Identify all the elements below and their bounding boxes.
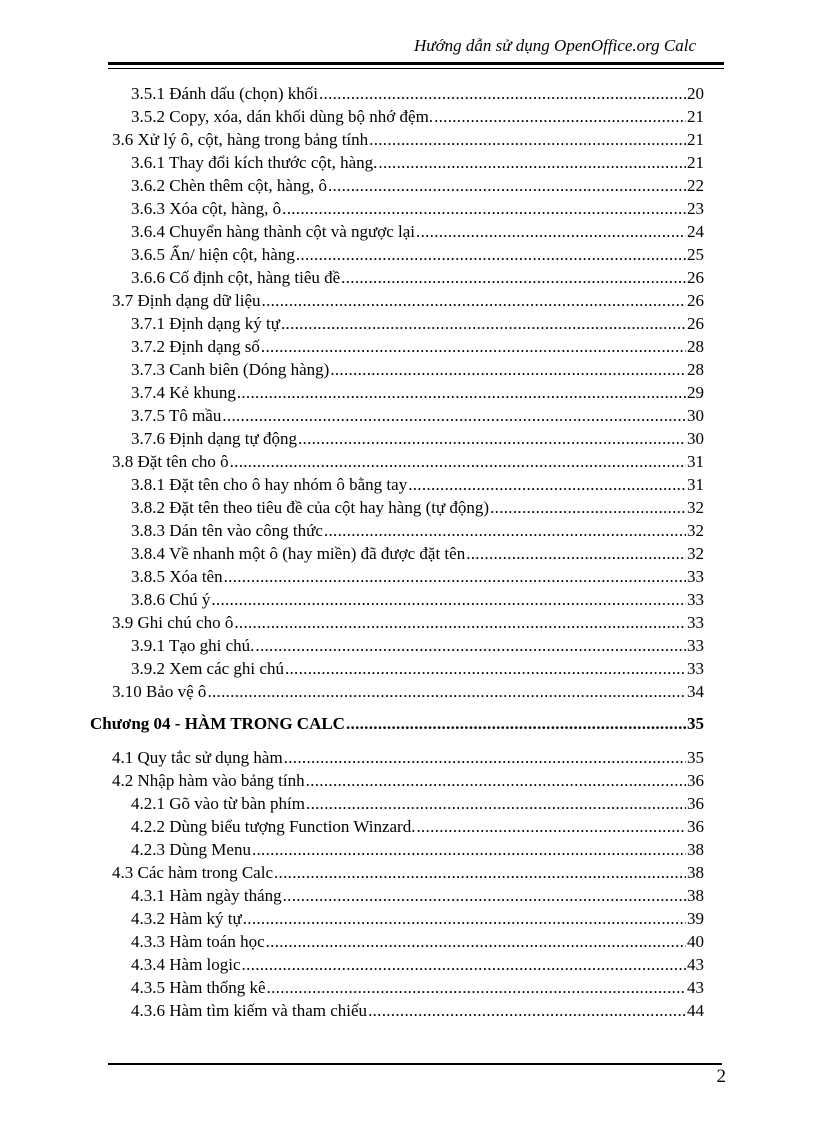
toc-entry-title: 3.6.1 Thay đổi kích thước cột, hàng. <box>131 153 378 172</box>
toc-entry-title: 3.5.1 Đánh dấu (chọn) khối <box>131 84 318 103</box>
toc-entry[interactable] <box>131 954 704 976</box>
toc-leader-dots <box>368 1000 686 1022</box>
toc-leader-dots <box>408 474 686 496</box>
footer-rule <box>108 1063 722 1065</box>
toc-entry[interactable] <box>131 382 704 404</box>
toc-entry-page: 26 <box>687 314 704 333</box>
toc-entry-title: 3.7.6 Định dạng tự động <box>131 429 297 448</box>
toc-entry-title: 3.7.5 Tô mầu <box>131 406 222 425</box>
toc-entry-page: 44 <box>687 1001 704 1020</box>
page-number: 2 <box>716 1066 726 1087</box>
toc-entry-title: 3.5.2 Copy, xóa, dán khối dùng bộ nhớ đệm. <box>131 107 434 126</box>
toc-entry[interactable] <box>131 83 704 105</box>
toc-entry-title: 4.3.2 Hàm ký tự <box>131 909 242 928</box>
toc-leader-dots <box>262 290 686 312</box>
toc-entry-page: 43 <box>687 978 704 997</box>
toc-entry-page: 30 <box>687 406 704 425</box>
toc-leader-dots <box>283 885 686 907</box>
toc-entry-page: 33 <box>687 659 704 678</box>
toc-entry-page: 28 <box>687 360 704 379</box>
toc-entry-page: 25 <box>687 245 704 264</box>
toc-entry-title: 3.6.6 Cố định cột, hàng tiêu đề <box>131 268 341 287</box>
toc-entry-title: 3.7.1 Định dạng ký tự <box>131 314 280 333</box>
toc-entry-title: 3.6.5 Ẩn/ hiện cột, hàng <box>131 245 295 264</box>
toc-entry-page: 43 <box>687 955 704 974</box>
toc-entry[interactable] <box>112 290 704 312</box>
toc-entry-title: 4.2.2 Dùng biểu tượng Function Winzard. <box>131 817 416 836</box>
toc-entry-page: 36 <box>687 771 704 790</box>
toc-entry-page: 32 <box>687 544 704 563</box>
toc-leader-dots <box>298 428 686 450</box>
toc-entry[interactable] <box>112 681 704 703</box>
toc-entry-title: 3.6 Xử lý ô, cột, hàng trong bảng tính <box>112 130 369 149</box>
toc-entry-page: 38 <box>687 886 704 905</box>
toc-leader-dots <box>234 612 686 634</box>
toc-entry[interactable] <box>112 862 704 884</box>
toc-entry[interactable] <box>131 313 704 335</box>
toc-entry-title: 4.3.1 Hàm ngày tháng <box>131 886 282 905</box>
toc-leader-dots <box>230 451 686 473</box>
toc-leader-dots <box>341 267 686 289</box>
toc-entry[interactable] <box>131 497 704 519</box>
toc-leader-dots <box>306 793 686 815</box>
toc-leader-dots <box>237 382 686 404</box>
toc-leader-dots <box>222 405 686 427</box>
toc-leader-dots <box>252 839 686 861</box>
toc-entry-title: 4.3.6 Hàm tìm kiếm và tham chiếu <box>131 1001 368 1020</box>
toc-entry-title: 3.8.5 Xóa tên <box>131 567 223 586</box>
toc-entry-title: 3.7.4 Kẻ khung <box>131 383 236 402</box>
toc-entry[interactable] <box>131 566 704 588</box>
toc-entry-page: 33 <box>687 613 704 632</box>
toc-entry-title: 3.8.1 Đặt tên cho ô hay nhóm ô bằng tay <box>131 475 408 494</box>
toc-entry-title: 4.3.3 Hàm toán học <box>131 932 265 951</box>
toc-entry-title: 3.9 Ghi chú cho ô <box>112 613 234 632</box>
toc-leader-dots <box>243 908 686 930</box>
toc-entry[interactable] <box>131 931 704 953</box>
header-rule-thick <box>108 62 724 65</box>
toc-entry-page: 23 <box>687 199 704 218</box>
toc-entry-title: 3.9.2 Xem các ghi chú <box>131 659 284 678</box>
toc-entry[interactable] <box>112 770 704 792</box>
toc-entry-page: 40 <box>687 932 704 951</box>
toc-entry[interactable] <box>131 793 704 815</box>
toc-leader-dots <box>261 336 686 358</box>
toc-leader-dots <box>324 520 686 542</box>
toc-entry-page: 36 <box>687 794 704 813</box>
toc-entry[interactable] <box>112 747 704 769</box>
toc-entry[interactable] <box>131 816 704 838</box>
toc-leader-dots <box>346 713 686 735</box>
toc-entry-page: 38 <box>687 840 704 859</box>
toc-entry-title: Chương 04 - HÀM TRONG CALC <box>90 714 345 733</box>
toc-entry[interactable] <box>131 106 704 128</box>
toc-entry[interactable] <box>131 244 704 266</box>
toc-entry-title: 3.6.3 Xóa cột, hàng, ô <box>131 199 282 218</box>
toc-leader-dots <box>330 359 686 381</box>
toc-entry-page: 34 <box>687 682 704 701</box>
toc-entry-page: 36 <box>687 817 704 836</box>
toc-entry[interactable] <box>131 658 704 680</box>
toc-leader-dots <box>416 221 686 243</box>
toc-entry-page: 35 <box>687 714 704 733</box>
toc-entry-title: 3.10 Bảo vệ ô <box>112 682 207 701</box>
toc-entry-title: 3.8.6 Chú ý <box>131 590 211 609</box>
toc-entry[interactable] <box>131 589 704 611</box>
toc-entry-page: 32 <box>687 498 704 517</box>
toc-entry-page: 20 <box>687 84 704 103</box>
page-header-title: Hướng dẫn sử dụng OpenOffice.org Calc <box>414 36 696 55</box>
toc-entry[interactable] <box>131 474 704 496</box>
toc-entry[interactable] <box>131 520 704 542</box>
toc-entry-title: 3.8.4 Về nhanh một ô (hay miền) đã được đặt tên <box>131 544 466 563</box>
toc-entry-title: 4.2.1 Gõ vào từ bàn phím <box>131 794 306 813</box>
toc-entry-title: 4.3.5 Hàm thống kê <box>131 978 266 997</box>
toc-entry[interactable] <box>131 885 704 907</box>
toc-leader-dots <box>224 566 686 588</box>
toc-entry[interactable] <box>131 198 704 220</box>
toc-entry-title: 4.2 Nhập hàm vào bảng tính <box>112 771 305 790</box>
toc-entry-title: 4.2.3 Dùng Menu <box>131 840 251 859</box>
toc-entry[interactable] <box>112 451 704 473</box>
toc-entry-page: 22 <box>687 176 704 195</box>
toc-leader-dots <box>267 977 686 999</box>
toc-entry-title: 3.7.3 Canh biên (Dóng hàng) <box>131 360 330 379</box>
toc-leader-dots <box>242 954 686 976</box>
toc-leader-dots <box>319 83 686 105</box>
toc-entry-page: 28 <box>687 337 704 356</box>
toc-entry[interactable] <box>131 428 704 450</box>
toc-leader-dots <box>296 244 686 266</box>
toc-entry[interactable] <box>131 977 704 999</box>
toc-leader-dots <box>466 543 686 565</box>
toc-entry[interactable] <box>131 543 704 565</box>
toc-entry[interactable] <box>131 1000 704 1022</box>
toc-leader-dots <box>211 589 686 611</box>
toc-entry[interactable] <box>131 175 704 197</box>
toc-entry-page: 33 <box>687 590 704 609</box>
toc-entry-title: 3.8.3 Dán tên vào công thức <box>131 521 323 540</box>
toc-entry-page: 21 <box>687 130 704 149</box>
toc-entry-title: 3.7.2 Định dạng số <box>131 337 260 356</box>
toc-entry-page: 21 <box>687 153 704 172</box>
toc-leader-dots <box>255 635 686 657</box>
toc-leader-dots <box>284 747 686 769</box>
toc-leader-dots <box>266 931 686 953</box>
toc-entry[interactable] <box>131 839 704 861</box>
toc-entry[interactable] <box>131 908 704 930</box>
toc-entry-title: 3.9.1 Tạo ghi chú. <box>131 636 255 655</box>
toc-leader-dots <box>306 770 686 792</box>
toc-entry-page: 26 <box>687 268 704 287</box>
toc-entry[interactable] <box>131 405 704 427</box>
toc-leader-dots <box>274 862 686 884</box>
toc-leader-dots <box>416 816 686 838</box>
toc-entry[interactable] <box>112 129 704 151</box>
toc-entry-page: 33 <box>687 567 704 586</box>
toc-entry-page: 31 <box>687 452 704 471</box>
toc-entry-page: 35 <box>687 748 704 767</box>
toc-leader-dots <box>434 106 686 128</box>
toc-entry-page: 24 <box>687 222 704 241</box>
toc-leader-dots <box>328 175 686 197</box>
toc-entry-page: 33 <box>687 636 704 655</box>
toc-entry[interactable] <box>131 267 704 289</box>
toc-entry[interactable] <box>131 336 704 358</box>
toc-leader-dots <box>281 313 686 335</box>
toc-entry[interactable] <box>131 221 704 243</box>
toc-entry-page: 21 <box>687 107 704 126</box>
toc-entry-title: 4.3.4 Hàm logic <box>131 955 241 974</box>
toc-leader-dots <box>369 129 686 151</box>
toc-leader-dots <box>490 497 686 519</box>
toc-entry-page: 26 <box>687 291 704 310</box>
toc-entry-title: 3.6.4 Chuyển hàng thành cột và ngược lại <box>131 222 416 241</box>
toc-entry[interactable] <box>131 359 704 381</box>
toc-entry-page: 30 <box>687 429 704 448</box>
toc-entry-page: 32 <box>687 521 704 540</box>
toc-entry-page: 39 <box>687 909 704 928</box>
toc-entry[interactable] <box>131 152 704 174</box>
toc-entry-title: 3.6.2 Chèn thêm cột, hàng, ô <box>131 176 327 195</box>
toc-entry-page: 38 <box>687 863 704 882</box>
toc-entry-title: 3.8.2 Đặt tên theo tiêu đề của cột hay hàng (tự động) <box>131 498 490 517</box>
header-rule-thin <box>108 68 724 69</box>
toc-leader-dots <box>285 658 686 680</box>
toc-entry-title: 3.7 Định dạng dữ liệu <box>112 291 261 310</box>
toc-entry-title: 3.8 Đặt tên cho ô <box>112 452 229 471</box>
toc-leader-dots <box>378 152 686 174</box>
toc-entry[interactable] <box>131 635 704 657</box>
toc-entry-page: 29 <box>687 383 704 402</box>
toc-entry-page: 31 <box>687 475 704 494</box>
toc-entry-title: 4.3 Các hàm trong Calc <box>112 863 273 882</box>
toc-chapter-entry[interactable] <box>90 713 704 735</box>
toc-entry-title: 4.1 Quy tắc sử dụng hàm <box>112 748 283 767</box>
toc-entry[interactable] <box>112 612 704 634</box>
toc-leader-dots <box>282 198 686 220</box>
toc-leader-dots <box>207 681 686 703</box>
